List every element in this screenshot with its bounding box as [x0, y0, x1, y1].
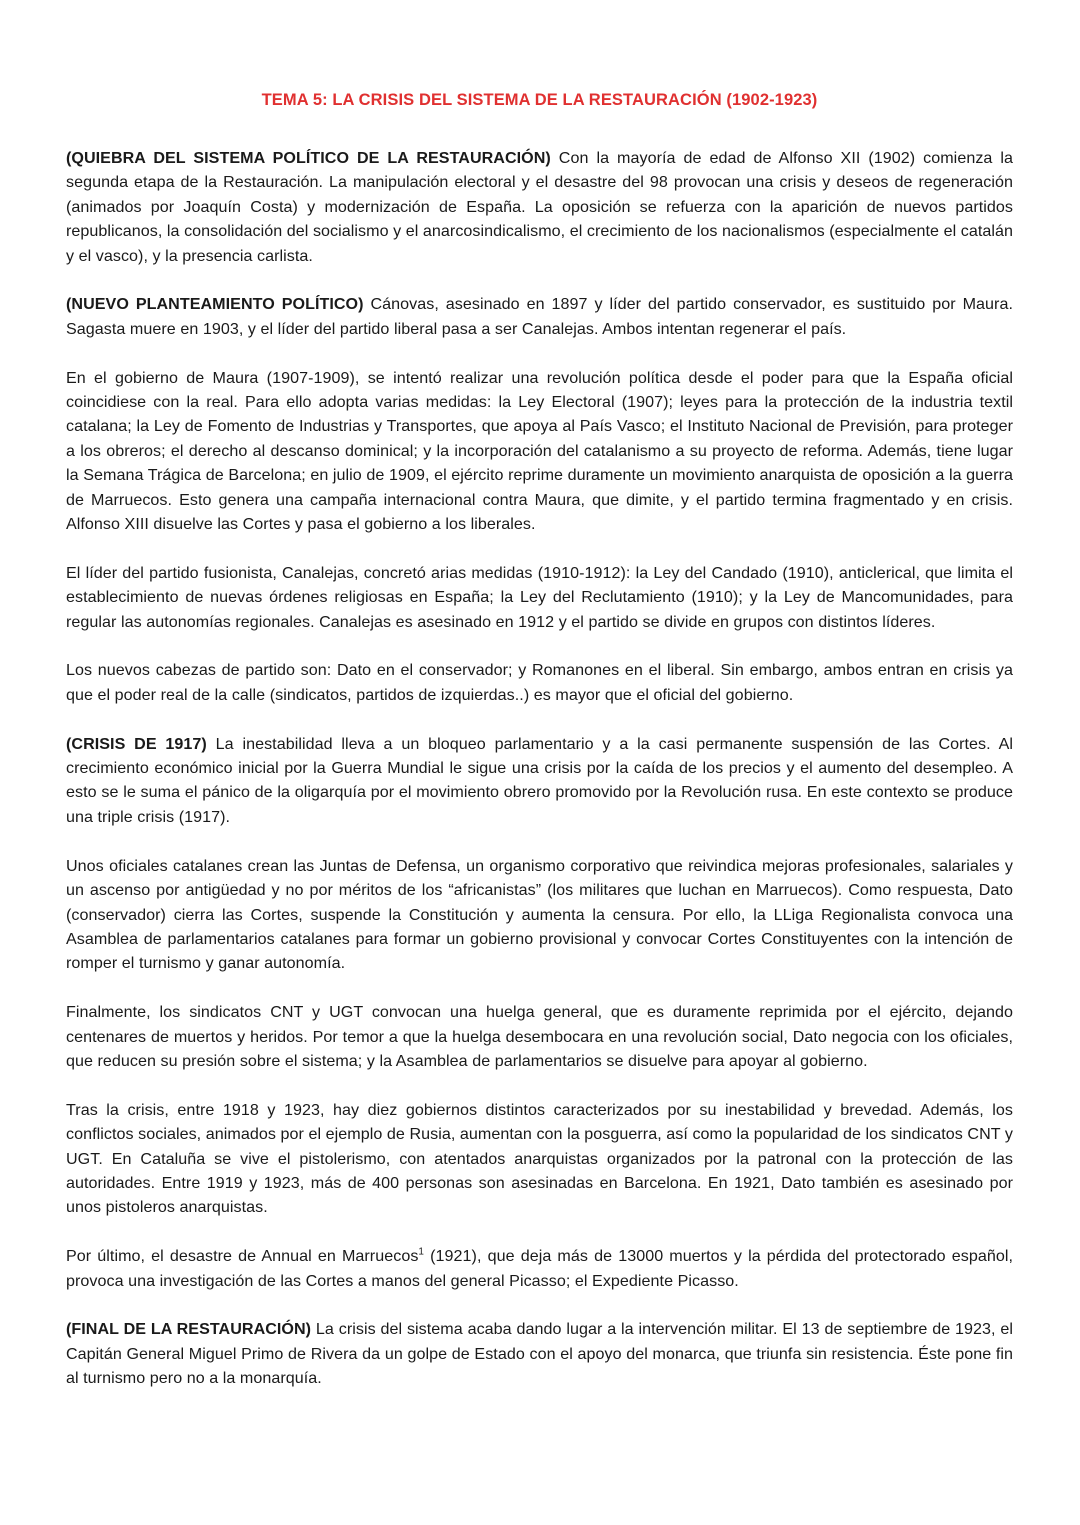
paragraph-text: Cánovas, asesinado en 1897 y líder del partido conservador, es sustituido por Maura. Sagasta muere en 1903, y el líder del partido liberal pasa a ser Canalejas. Ambos intentan regenerar el país.: [66, 295, 1013, 338]
paragraph-text: Tras la crisis, entre 1918 y 1923, hay diez gobiernos distintos caracterizados por su inestabilidad y brevedad. Además, los conflictos sociales, animados por el ejemplo de Rusia, aumentan con la posguerra, así como la popularidad de los sindicatos CNT y UGT. En Cataluña se vive el pistolerismo, con atentados anarquistas organizados por la patronal con la protección de las autoridades. Entre 1919 y 1923, más de 400 personas son asesinadas en Barcelona. En 1921, Dato también es asesinado por unos pistoleros anarquistas.: [66, 1100, 1013, 1217]
paragraph-text: La inestabilidad lleva a un bloqueo parlamentario y a la casi permanente suspensión de las Cortes. Al crecimiento económico inicial por la Guerra Mundial le sigue una crisis por la caída de los precios y el aumento del desempleo. A esto se le suma el pánico de la oligarquía por el movimiento obrero promovido por la Revolución rusa. En este contexto se produce una triple crisis (1917).: [66, 734, 1013, 826]
paragraph-text: La crisis del sistema acaba dando lugar a la intervención militar. El 13 de septiembre de 1923, el Capitán General Miguel Primo de Rivera da un golpe de Estado con el apoyo del monarca, que triunfa sin resistencia. Éste pone fin al turnismo pero no a la monarquía.: [66, 1320, 1013, 1388]
paragraph-text: En el gobierno de Maura (1907-1909), se intentó realizar una revolución política desde el poder para que la España oficial coincidiese con la real. Para ello adopta varias medidas: la Ley Electoral (1907); leyes para la protección de la industria textil catalana; la Ley de Fomento de Industrias y Transportes, que apoya al País Vasco; el Instituto Nacional de Previsión, para proteger a los obreros; el derecho al descanso dominical; y la incorporación del catalanismo a su proyecto de reforma. Además, tiene lugar la Semana Trágica de Barcelona; en julio de 1909, el ejército reprime duramente un movimiento anarquista de oposición a la guerra de Marruecos. Esto genera una campaña internacional contra Maura, que dimite, y el partido termina fragmentado y en crisis. Alfonso XIII disuelve las Cortes y pasa el gobierno a los liberales.: [66, 368, 1013, 534]
paragraph-nuevos-cabezas: [66, 658, 1013, 707]
document-page: [66, 88, 1013, 1415]
paragraph-heading: (NUEVO PLANTEAMIENTO POLÍTICO): [66, 295, 364, 314]
paragraph-juntas-defensa: [66, 854, 1013, 976]
paragraph-canalejas: [66, 561, 1013, 634]
paragraph-text-after: (1921), que deja más de 13000 muertos y la pérdida del protectorado español, provoca una investigación de las Cortes a manos del general Picasso; el Expediente Picasso.: [66, 1247, 1013, 1290]
paragraph-heading: (CRISIS DE 1917): [66, 734, 207, 753]
paragraph-text: Finalmente, los sindicatos CNT y UGT convocan una huelga general, que es duramente reprimida por el ejército, dejando centenares de muertos y heridos. Por temor a que la huelga desembocara en una revolución social, Dato negocia con los oficiales, que reducen su presión sobre el sistema; y la Asamblea de parlamentarios se disuelve para apoyar al gobierno.: [66, 1003, 1013, 1070]
paragraph-crisis-1917: [66, 732, 1013, 830]
paragraph-heading: (QUIEBRA DEL SISTEMA POLÍTICO DE LA RESTAURACIÓN): [66, 149, 551, 167]
paragraph-quiebra: [66, 146, 1013, 268]
paragraph-text: Con la mayoría de edad de Alfonso XII (1902) comienza la segunda etapa de la Restauración. La manipulación electoral y el desastre del 98 provocan una crisis y deseos de regeneración (animados por Joaquín Costa) y modernización de España. La oposición se refuerza con la aparición de nuevos partidos republicanos, la consolidación del socialismo y el anarcosindicalismo, el crecimiento de los nacionalismos (especialmente el catalán y el vasco), y la presencia carlista.: [66, 149, 1014, 265]
paragraph-heading: (FINAL DE LA RESTAURACIÓN): [66, 1320, 312, 1339]
paragraph-annual: [66, 1244, 1013, 1293]
paragraph-final-restauracion: [66, 1317, 1013, 1390]
paragraph-tras-la-crisis: [66, 1098, 1013, 1220]
footnote-marker: 1: [418, 1246, 425, 1258]
paragraph-text: Unos oficiales catalanes crean las Juntas de Defensa, un organismo corporativo que reivindica mejoras profesionales, salariales y un ascenso por antigüedad y no por méritos de los “africanistas” (los militares que luchan en Marruecos). Como respuesta, Dato (conservador) cierra las Cortes, suspende la Constitución y aumenta la censura. Por ello, la LLiga Regionalista convoca una Asamblea de parlamentarios catalanes para formar un gobierno provisional y convocar Cortes Constituyentes con la intención de romper el turnismo y ganar autonomía.: [66, 856, 1013, 973]
paragraph-gobierno-maura: [66, 366, 1013, 537]
document-title: TEMA 5: LA CRISIS DEL SISTEMA DE LA RESTAURACIÓN (1902-1923): [261, 91, 818, 109]
paragraph-text: Los nuevos cabezas de partido son: Dato en el conservador; y Romanones en el liberal. Sin embargo, ambos entran en crisis ya que el poder real de la calle (sindicatos, partidos de izquierdas..) es mayor que el oficial del gobierno.: [66, 661, 1013, 704]
paragraph-nuevo-planteamiento: [66, 292, 1013, 341]
paragraph-huelga-general: [66, 1000, 1013, 1073]
paragraph-text: El líder del partido fusionista, Canalejas, concretó arias medidas (1910-1912): la Ley del Candado (1910), anticlerical, que limita el establecimiento de nuevas órdenes religiosas en España; la Ley del Reclutamiento (1910); y la Ley de Mancomunidades, para regular las autonomías regionales. Canalejas es asesinado en 1912 y el partido se divide en grupos con distintos líderes.: [66, 563, 1013, 631]
paragraph-text: Por último, el desastre de Annual en Marruecos: [66, 1247, 419, 1266]
